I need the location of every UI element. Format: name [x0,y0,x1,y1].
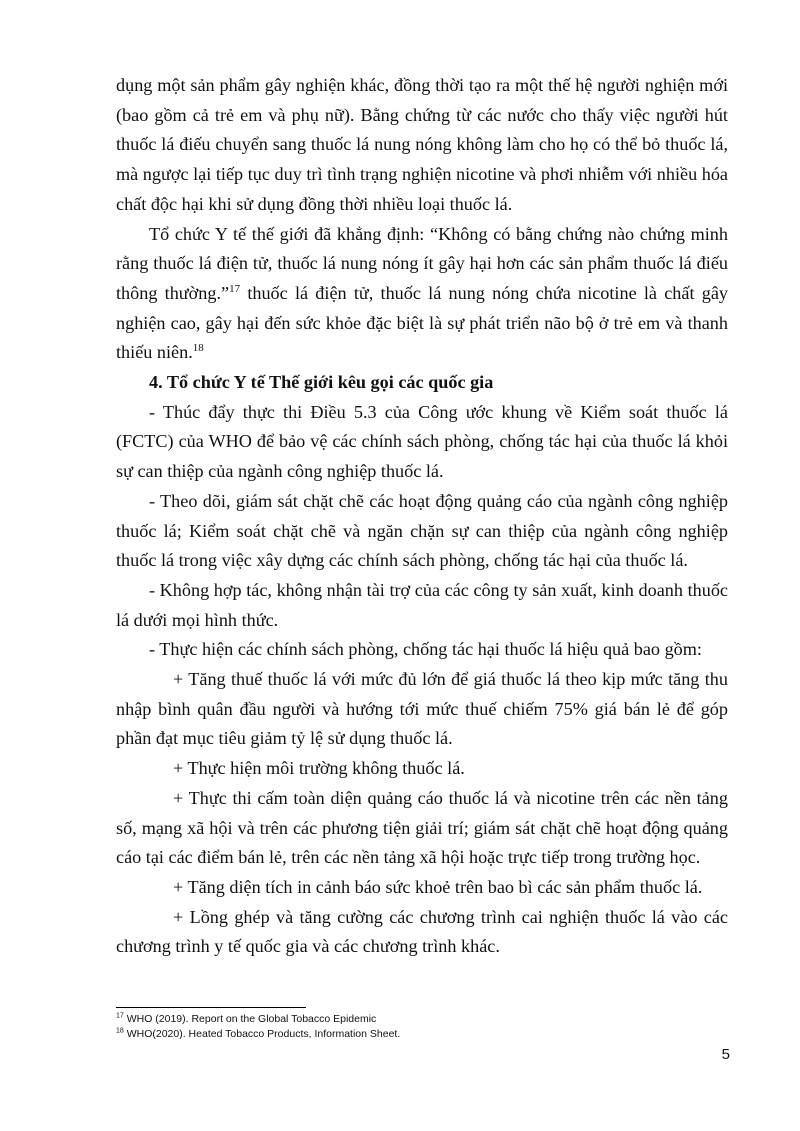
footnote-number: 17 [116,1012,124,1020]
paragraph-who-statement [116,220,728,369]
footnote-text: WHO (2019). Report on the Global Tobacco Epidemic [123,1013,377,1025]
sub-bullet-item: + Thực thi cấm toàn diện quảng cáo thuốc lá và nicotine trên các nền tảng số, mạng xã hội và trên các phương tiện giải trí; giám sát chặt chẽ hoạt động quảng cáo tại các điểm bán lẻ, trên các nền tảng xã hội hoặc trực tiếp trong trường học. [116,787,728,868]
section-heading: 4. Tổ chức Y tế Thế giới kêu gọi các quốc gia [149,372,494,393]
who-quote-continued: thuốc lá điện tử, thuốc lá nung nóng chứa nicotine là chất gây nghiện cao, gây hại đến sức khỏe đặc biệt là sự phát triển não bộ ở trẻ em và thanh thiếu niên. [116,282,728,363]
sub-bullet-item: + Lồng ghép và tăng cường các chương trình cai nghiện thuốc lá vào các chương trình y tế quốc gia và các chương trình khác. [116,906,728,957]
footnote-text: WHO(2020). Heated Tobacco Products, Information Sheet. [123,1028,401,1040]
bullet-item: - Không hợp tác, không nhận tài trợ của các công ty sản xuất, kinh doanh thuốc lá dưới mọi hình thức. [116,579,728,630]
sub-bullet-item: + Tăng thuế thuốc lá với mức đủ lớn để giá thuốc lá theo kịp mức tăng thu nhập bình quân đầu người và hướng tới mức thuế chiếm 75% giá bán lẻ để góp phần đạt mục tiêu giảm tỷ lệ sử dụng thuốc lá. [116,669,728,749]
page-number: 5 [721,1046,730,1063]
bullet-item: - Thực hiện các chính sách phòng, chống tác hại thuốc lá hiệu quả bao gồm: [149,639,702,660]
footnote-number: 18 [116,1027,124,1035]
footnote-18 [116,1027,728,1042]
paragraph-intro: dụng một sản phẩm gây nghiện khác, đồng thời tạo ra một thế hệ người nghiện mới (bao gồm cả trẻ em và phụ nữ). Bằng chứng từ các nước cho thấy việc người hút thuốc lá điếu chuyển sang thuốc lá nung nóng không làm cho họ có thể bỏ thuốc lá, mà ngược lại tiếp tục duy trì tình trạng nghiện nicotine và phơi nhiễm với nhiều hóa chất độc hại khi sử dụng đồng thời nhiều loại thuốc lá. [116,75,728,214]
footnotes [116,1012,728,1042]
sub-bullet-item: + Tăng diện tích in cảnh báo sức khoẻ trên bao bì các sản phẩm thuốc lá. [173,876,703,897]
bullet-item: - Thúc đẩy thực thi Điều 5.3 của Công ước khung về Kiểm soát thuốc lá (FCTC) của WHO để bảo vệ các chính sách phòng, chống tác hại của thuốc lá khỏi sự can thiệp của ngành công nghiệp thuốc lá. [116,401,728,482]
footnote-ref-17: 17 [229,282,241,295]
bullet-item: - Theo dõi, giám sát chặt chẽ các hoạt động quảng cáo của ngành công nghiệp thuốc lá; Kiểm soát chặt chẽ và ngăn chặn sự can thiệp của ngành công nghiệp thuốc lá trong việc xây dựng các chính sách phòng, chống tác hại của thuốc lá. [116,490,728,571]
sub-bullet-item: + Thực hiện môi trường không thuốc lá. [173,758,465,779]
who-quote: Tổ chức Y tế thế giới đã khẳng định: “Không có bằng chứng nào chứng minh rằng thuốc lá điện tử, thuốc lá nung nóng ít gây hại hơn các sản phẩm thuốc lá điếu thông thường.” [116,223,728,303]
body-text [116,71,728,962]
footnote-divider [116,1007,306,1008]
footnote-ref-18: 18 [192,342,204,355]
footnote-17 [116,1012,728,1027]
